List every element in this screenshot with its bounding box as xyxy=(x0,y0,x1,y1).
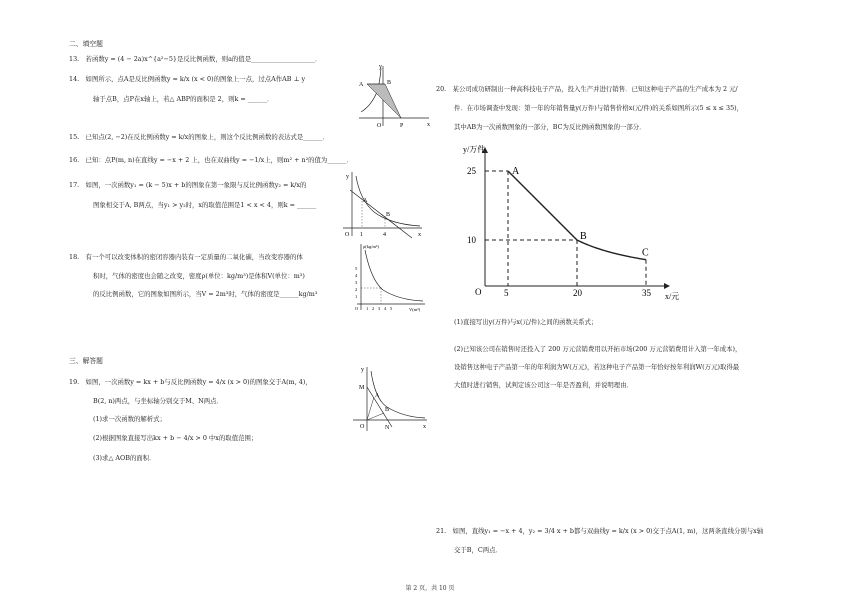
chart-ylabel: y/万件 xyxy=(463,145,486,154)
fig19-label: B xyxy=(385,407,390,413)
fig19-label: x xyxy=(423,424,426,430)
figure-q14 xyxy=(355,62,435,132)
q20-part2-line1: (2)已知该公司在销售时还投入了 200 万元营销费用以开拓市场(200 万元营销费用计入第一年成本)， xyxy=(454,345,742,353)
q14-line2: 轴于点B，点P在x轴上，若△ ABP的面积是 2，则k = ______． xyxy=(93,95,274,103)
q20-part2-line2: 设销售这种电子产品第一年的年利润为W(万元)，若这种电子产品第一年恰好按年利润W(万元)取得最 xyxy=(454,363,740,371)
figure-q19 xyxy=(347,365,429,435)
section-answer-title: 三、解答题 xyxy=(69,357,103,365)
fig17-label: A xyxy=(363,198,368,204)
chart-x-tick-label: 35 xyxy=(642,288,651,298)
q15: 15. 已知点(2, −2)在反比例函数y = k/x的图象上，则这个反比例函数的表达式是______． xyxy=(69,133,329,141)
q14-line1: 14. 如图所示，点A是反比例函数y = k/x (x < 0)的图象上一点，过点A作AB ⊥ y xyxy=(69,75,306,83)
q20-line1: 20. 某公司成功研制出一种高科技电子产品，投入生产并进行销售．已知这种电子产品的生产成本为 2 元/ xyxy=(436,85,738,93)
chart-xlabel: x/元 xyxy=(665,292,680,300)
fig18-tick: 4 xyxy=(384,306,387,311)
fig17-label: O xyxy=(345,232,350,238)
chart-point-label: A xyxy=(512,166,520,177)
q19-part1: (1)求一次函数的解析式； xyxy=(93,415,166,423)
chart-x-tick-label: 5 xyxy=(504,288,509,298)
figure-q18 xyxy=(347,240,429,316)
chart-point-label: B xyxy=(580,231,587,242)
fig18-tick: 4 xyxy=(355,273,358,278)
chart-y-tick-label: 25 xyxy=(467,166,476,176)
fig18-tick: 1 xyxy=(355,294,358,299)
q21-line1: 21. 如图，直线y₁ = −x + 4，y₂ = 3/4 x + b都与双曲线y = k/x (x > 0)交于点A(1, m)，这两条直线分别与x轴 xyxy=(436,527,764,535)
chart-x-tick-label: 20 xyxy=(573,288,582,298)
q21-line2: 交于B，C两点． xyxy=(454,546,502,554)
fig14-label: x xyxy=(427,122,430,128)
fig14-label: P xyxy=(400,123,404,129)
q18-line2: 积时，气体的密度也会随之改变，密度ρ(单位：kg/m³)是体积V(单位：m³) xyxy=(93,272,305,280)
fig19-label: y xyxy=(361,367,364,373)
q20-line2: 件．在市场调查中发现：第一年的年销售量y(万件)与销售价格x(元/件)的关系如图所示(5 ≤ x ≤ 35)， xyxy=(454,104,744,112)
page-footer: 第 2 页，共 10 页 xyxy=(405,585,455,592)
fig19-label: A xyxy=(375,393,380,399)
fig19-label: M xyxy=(359,385,365,391)
q20-part2-line3: 大值时进行销售，试判定该公司这一年是否盈利，并说明理由． xyxy=(454,381,633,389)
q13: 13. 若函数y = (4 − 2a)x^{a²−5}是反比例函数，则a的值是____________________． xyxy=(69,55,322,63)
figure-q17 xyxy=(340,170,425,240)
fig18-tick: 5 xyxy=(390,306,393,311)
fig14-label: O xyxy=(377,123,382,129)
q19-line2: B(2, n)两点，与坐标轴分别交于M、N两点． xyxy=(93,397,223,405)
fig14-label: y xyxy=(379,64,382,70)
fig14-label: B xyxy=(387,80,392,86)
figure-q20-chart xyxy=(455,140,685,300)
fig18-tick: 2 xyxy=(372,306,375,311)
fig18-tick: 1 xyxy=(366,306,369,311)
fig18-axis-label: V(m³) xyxy=(409,307,421,312)
fig18-origin: O xyxy=(355,306,359,311)
fig18-tick: 3 xyxy=(378,306,381,311)
q18-line1: 18. 有一个可以改变体积的密闭容器内装有一定质量的二氧化碳，当改变容器的体 xyxy=(69,253,303,261)
fig19-label: N xyxy=(385,425,390,431)
fig18-tick: 2 xyxy=(355,287,358,292)
section-fill-title: 二、填空题 xyxy=(69,40,103,48)
q19-part3: (3)求△ AOB的面积． xyxy=(93,454,156,462)
q20-line3: 其中AB为一次函数图象的一部分，BC为反比例函数图象的一部分． xyxy=(454,123,646,131)
fig17-label: B xyxy=(386,212,391,218)
fig18-axis-label: ρ(kg/m³) xyxy=(363,244,379,249)
fig18-tick: 3 xyxy=(355,280,358,285)
chart-point-label: C xyxy=(642,247,649,259)
chart-series-line xyxy=(508,171,646,260)
fig17-label: y xyxy=(346,174,349,180)
fig17-label: 1 xyxy=(360,232,363,238)
chart-origin-label: O xyxy=(475,287,482,297)
q18-line3: 的反比例函数，它的图象如图所示，当V = 2m³时，气体的密度是______kg/m³ xyxy=(93,290,318,298)
fig17-label: x xyxy=(418,232,421,238)
fig19-label: O xyxy=(360,424,365,430)
fig18-tick: 5 xyxy=(355,266,358,271)
fig14-label: A xyxy=(359,82,364,88)
q16: 16. 已知：点P(m, n)在直线y = −x + 2 上，也在双曲线y = −1/x上，则m² + n²的值为______． xyxy=(69,156,353,164)
q19-part2: (2)根据图象直接写出kx + b − 4/x > 0 中x的取值范围； xyxy=(93,434,258,442)
q17-line1: 17. 如图，一次函数y₁ = (k − 5)x + b的图象在第一象限与反比例函数y₂ = k/x的 xyxy=(69,181,307,189)
q20-part1: (1)直接写出y(万件)与x(元/件)之间的函数关系式； xyxy=(454,318,598,326)
chart-y-tick-label: 10 xyxy=(467,235,476,245)
q17-line2: 图象相交于A, B两点，当y₁ > y₂时，x的取值范围是1 < x < 4，则k = ______ xyxy=(93,201,317,209)
q19-line1: 19. 如图，一次函数y = kx + b与反比例函数y = 4/x (x > 0)的图象交于A(m, 4)， xyxy=(69,378,312,386)
fig17-label: 4 xyxy=(383,232,386,238)
